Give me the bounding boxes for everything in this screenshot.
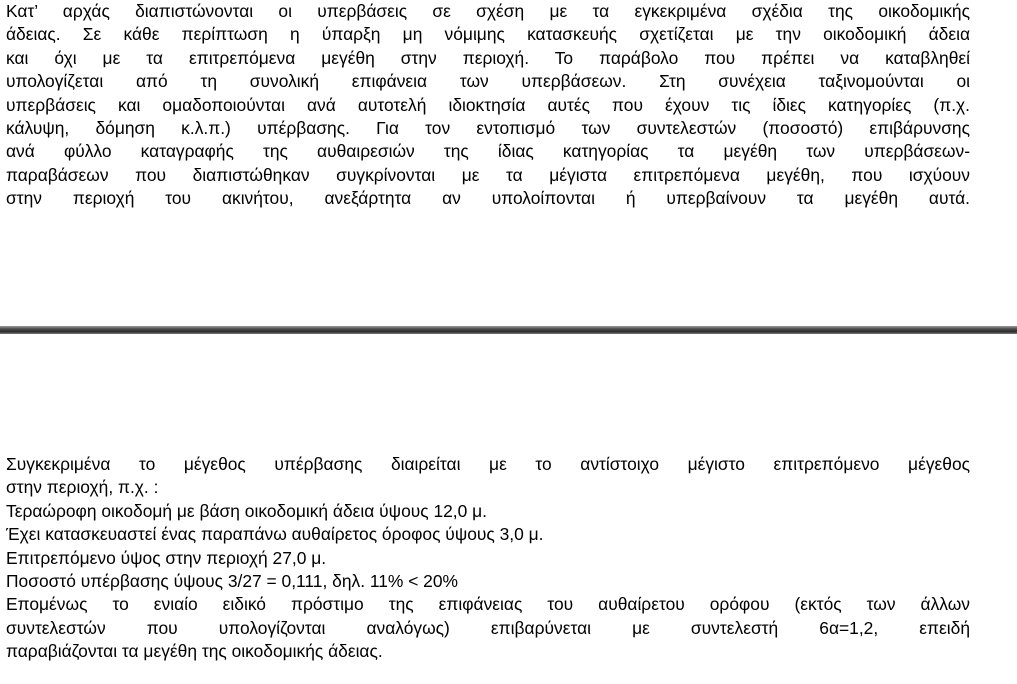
conclusion-line: παραβιάζονται τα μεγέθη της οικοδομικής άδειας. [6, 641, 383, 662]
page-divider [0, 326, 1017, 334]
example-line: Τεραώροφη οικοδομή με βάση οικοδομική άδεια ύψους 12,0 μ. [6, 500, 487, 521]
example-line: Επιτρεπόμενο ύψος στην περιοχή 27,0 μ. [6, 547, 327, 568]
example-line: Έχει κατασκευαστεί ένας παραπάνω αυθαίρετος όροφος ύψους 3,0 μ. [6, 524, 544, 545]
paragraph-line: κάλυψη, δόμηση κ.λ.π.) υπέρβασης. Για τον εντοπισμό των συντελεστών (ποσοστό) επιβάρυνσης [6, 118, 970, 139]
paragraph-line: παραβάσεων που διαπιστώθηκαν συγκρίνονται με τα μέγιστα επιτρεπόμενα μεγέθη, που ισχύουν [6, 164, 970, 185]
paragraph-line: και όχι με τα επιτρεπόμενα μεγέθη στην περιοχή. Το παράβολο που πρέπει να καταβληθεί [6, 47, 970, 68]
paragraph-line: υπολογίζεται από τη συνολική επιφάνεια των υπερβάσεων. Στη συνέχεια ταξινομούνται οι [6, 71, 970, 92]
top-paragraph [6, 0, 970, 211]
paragraph-line: στην περιοχή του ακινήτου, ανεξάρτητα αν υπολοίπονται ή υπερβαίνουν τα μεγέθη αυτά. [6, 188, 970, 209]
intro-line: στην περιοχή, π.χ. : [6, 477, 159, 498]
paragraph-line: υπερβάσεις και ομαδοποιούνται ανά αυτοτελή ιδιοκτησία αυτές που έχουν τις ίδιες κατηγορίες (π.χ. [6, 94, 970, 115]
paragraph-line: Κατ’ αρχάς διαπιστώνονται οι υπερβάσεις σε σχέση με τα εγκεκριμένα σχέδια της οικοδομικής [6, 1, 970, 21]
intro-line: Συγκεκριμένα το μέγεθος υπέρβασης διαιρείται με το αντίστοιχο μέγιστο επιτρεπόμενο μέγεθος [6, 454, 970, 474]
conclusion-line: Επομένως το ενιαίο ειδικό πρόστιμο της επιφάνειας του αυθαίρετου ορόφου (εκτός των άλλων [6, 594, 970, 615]
paragraph-line: άδειας. Σε κάθε περίπτωση η ύπαρξη μη νόμιμης κατασκευής σχετίζεται με την οικοδομική άδεια [6, 24, 970, 45]
bottom-paragraph [6, 453, 970, 664]
paragraph-line: ανά φύλλο καταγραφής της αυθαιρεσιών της ίδιας κατηγορίας τα μεγέθη των υπερβάσεων- [6, 141, 970, 162]
example-line: Ποσοστό υπέρβασης ύψους 3/27 = 0,111, δηλ. 11% < 20% [6, 571, 458, 592]
conclusion-line: συντελεστών που υπολογίζονται αναλόγως) επιβαρύνεται με συντελεστή 6α=1,2, επειδή [6, 617, 970, 638]
